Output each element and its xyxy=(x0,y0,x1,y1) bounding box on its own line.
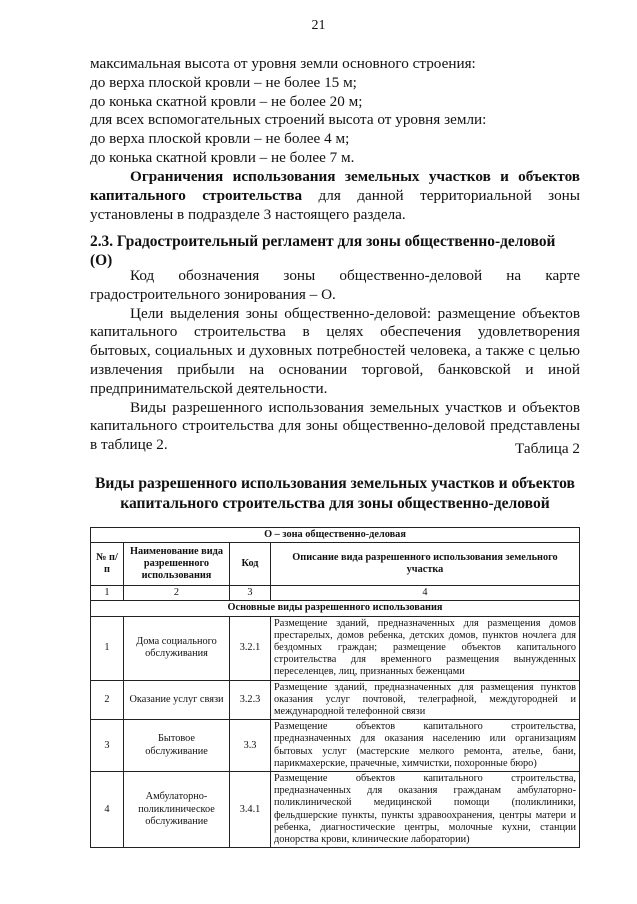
row-description: Размещение зданий, предназначенных для размещения пунктов оказания услуг почтовой, телеграфной, междугородней и международной телефонной связи xyxy=(271,680,580,720)
row-number: 1 xyxy=(91,616,124,680)
text-line: до верха плоской кровли – не более 15 м; xyxy=(90,73,357,91)
text-line: извлечения прибыли на основании торговой, банковской и иной xyxy=(90,360,580,378)
text-line: до верха плоской кровли – не более 4 м; xyxy=(90,130,350,148)
text-line: Виды разрешенного использования земельных участков и объектов xyxy=(130,398,580,416)
table-row xyxy=(91,680,580,720)
row-description: Размещение объектов капитального строительства, предназначенных для оказания населению или организациям бытовых услуг (мастерские мелкого ремонта, ателье, бани, парикмахерские, прачечные, химчистки, похоронные бюро) xyxy=(271,720,580,772)
table-caption: Виды разрешенного использования земельных участков и объектов капитального строительства для зоны общественно-деловой xyxy=(95,475,575,512)
row-number: 4 xyxy=(91,772,124,848)
table-row xyxy=(91,720,580,772)
column-index: 3 xyxy=(230,586,271,601)
text-line: бытовых, социальных и духовных потребностей человека, а также с целью xyxy=(90,342,580,360)
row-number: 2 xyxy=(91,680,124,720)
text-line: капитального строительства в целях обеспечения удовлетворения xyxy=(90,323,580,341)
text-line: в таблице 2. xyxy=(90,436,168,454)
header-code: Код xyxy=(230,543,271,586)
header-number: № п/п xyxy=(91,543,124,586)
page-number: 21 xyxy=(311,18,326,33)
text-line: установлены в подразделе 3 настоящего раздела. xyxy=(90,205,406,223)
row-name: Амбулаторно-поликлиническое обслуживание xyxy=(124,772,230,848)
section-row-cell: Основные виды разрешенного использования xyxy=(91,601,580,616)
row-number: 3 xyxy=(91,720,124,772)
column-index: 4 xyxy=(271,586,580,601)
text-line: для всех вспомогательных строений высота от уровня земли: xyxy=(90,111,487,129)
table-title-row xyxy=(91,528,580,543)
row-code: 3.4.1 xyxy=(230,772,271,848)
row-code: 3.3 xyxy=(230,720,271,772)
row-description: Размещение зданий, предназначенных для размещения домов престарелых, домов ребенка, детских домов, пунктов ночлега для бездомных граждан; размещение объектов капитального строительства для временного размещения вынужденных переселенцев, лиц, признанных беженцами xyxy=(271,616,580,680)
column-index: 2 xyxy=(124,586,230,601)
row-code: 3.2.3 xyxy=(230,680,271,720)
row-name: Дома социального обслуживания xyxy=(124,616,230,680)
section-heading: 2.3. Градостроительный регламент для зоны общественно-деловой (О) xyxy=(90,233,556,269)
column-index: 1 xyxy=(91,586,124,601)
zone-description xyxy=(90,267,580,455)
table-number: Таблица 2 xyxy=(515,440,580,457)
text-line: капитального строительства для данной территориальной зоны xyxy=(90,186,581,204)
text-line: градостроительного зонирования – О. xyxy=(90,285,336,303)
section-row xyxy=(91,601,580,616)
table-row xyxy=(91,616,580,680)
text-line: максимальная высота от уровня земли основного строения: xyxy=(90,55,476,72)
permitted-uses-table xyxy=(90,527,580,848)
text-line: до конька скатной кровли – не более 20 м; xyxy=(90,92,363,110)
header-name: Наименование вида разрешенного использования xyxy=(124,543,230,586)
row-code: 3.2.1 xyxy=(230,616,271,680)
header-description: Описание вида разрешенного использования земельного участка xyxy=(271,543,580,586)
restrictions-paragraph xyxy=(90,168,580,224)
text-line: Цели выделения зоны общественно-деловой: размещение объектов xyxy=(130,304,580,322)
height-limits xyxy=(90,55,580,168)
row-description: Размещение объектов капитального строительства, предназначенных для оказания гражданам амбулаторно-поликлинической медицинской помощи (поликлиники, фельдшерские пункты, пункты здравоохранения, центры матери и ребенка, диагностические центры, молочные кухни, станции донорства крови, клинические лаборатории) xyxy=(271,772,580,848)
text-line: до конька скатной кровли – не более 7 м. xyxy=(90,148,355,166)
text-line: предпринимательской деятельности. xyxy=(90,379,328,397)
row-name: Оказание услуг связи xyxy=(124,680,230,720)
table-title-cell: О – зона общественно-деловая xyxy=(91,528,580,543)
table-header-row xyxy=(91,543,580,586)
text-line: Код обозначения зоны общественно-деловой на карте xyxy=(130,267,580,284)
column-index-row xyxy=(91,586,580,601)
row-name: Бытовое обслуживание xyxy=(124,720,230,772)
text-line: капитального строительства для зоны общественно-деловой представлены xyxy=(90,417,580,435)
table-row xyxy=(91,772,580,848)
text-line: Ограничения использования земельных участков и объектов xyxy=(130,168,580,185)
